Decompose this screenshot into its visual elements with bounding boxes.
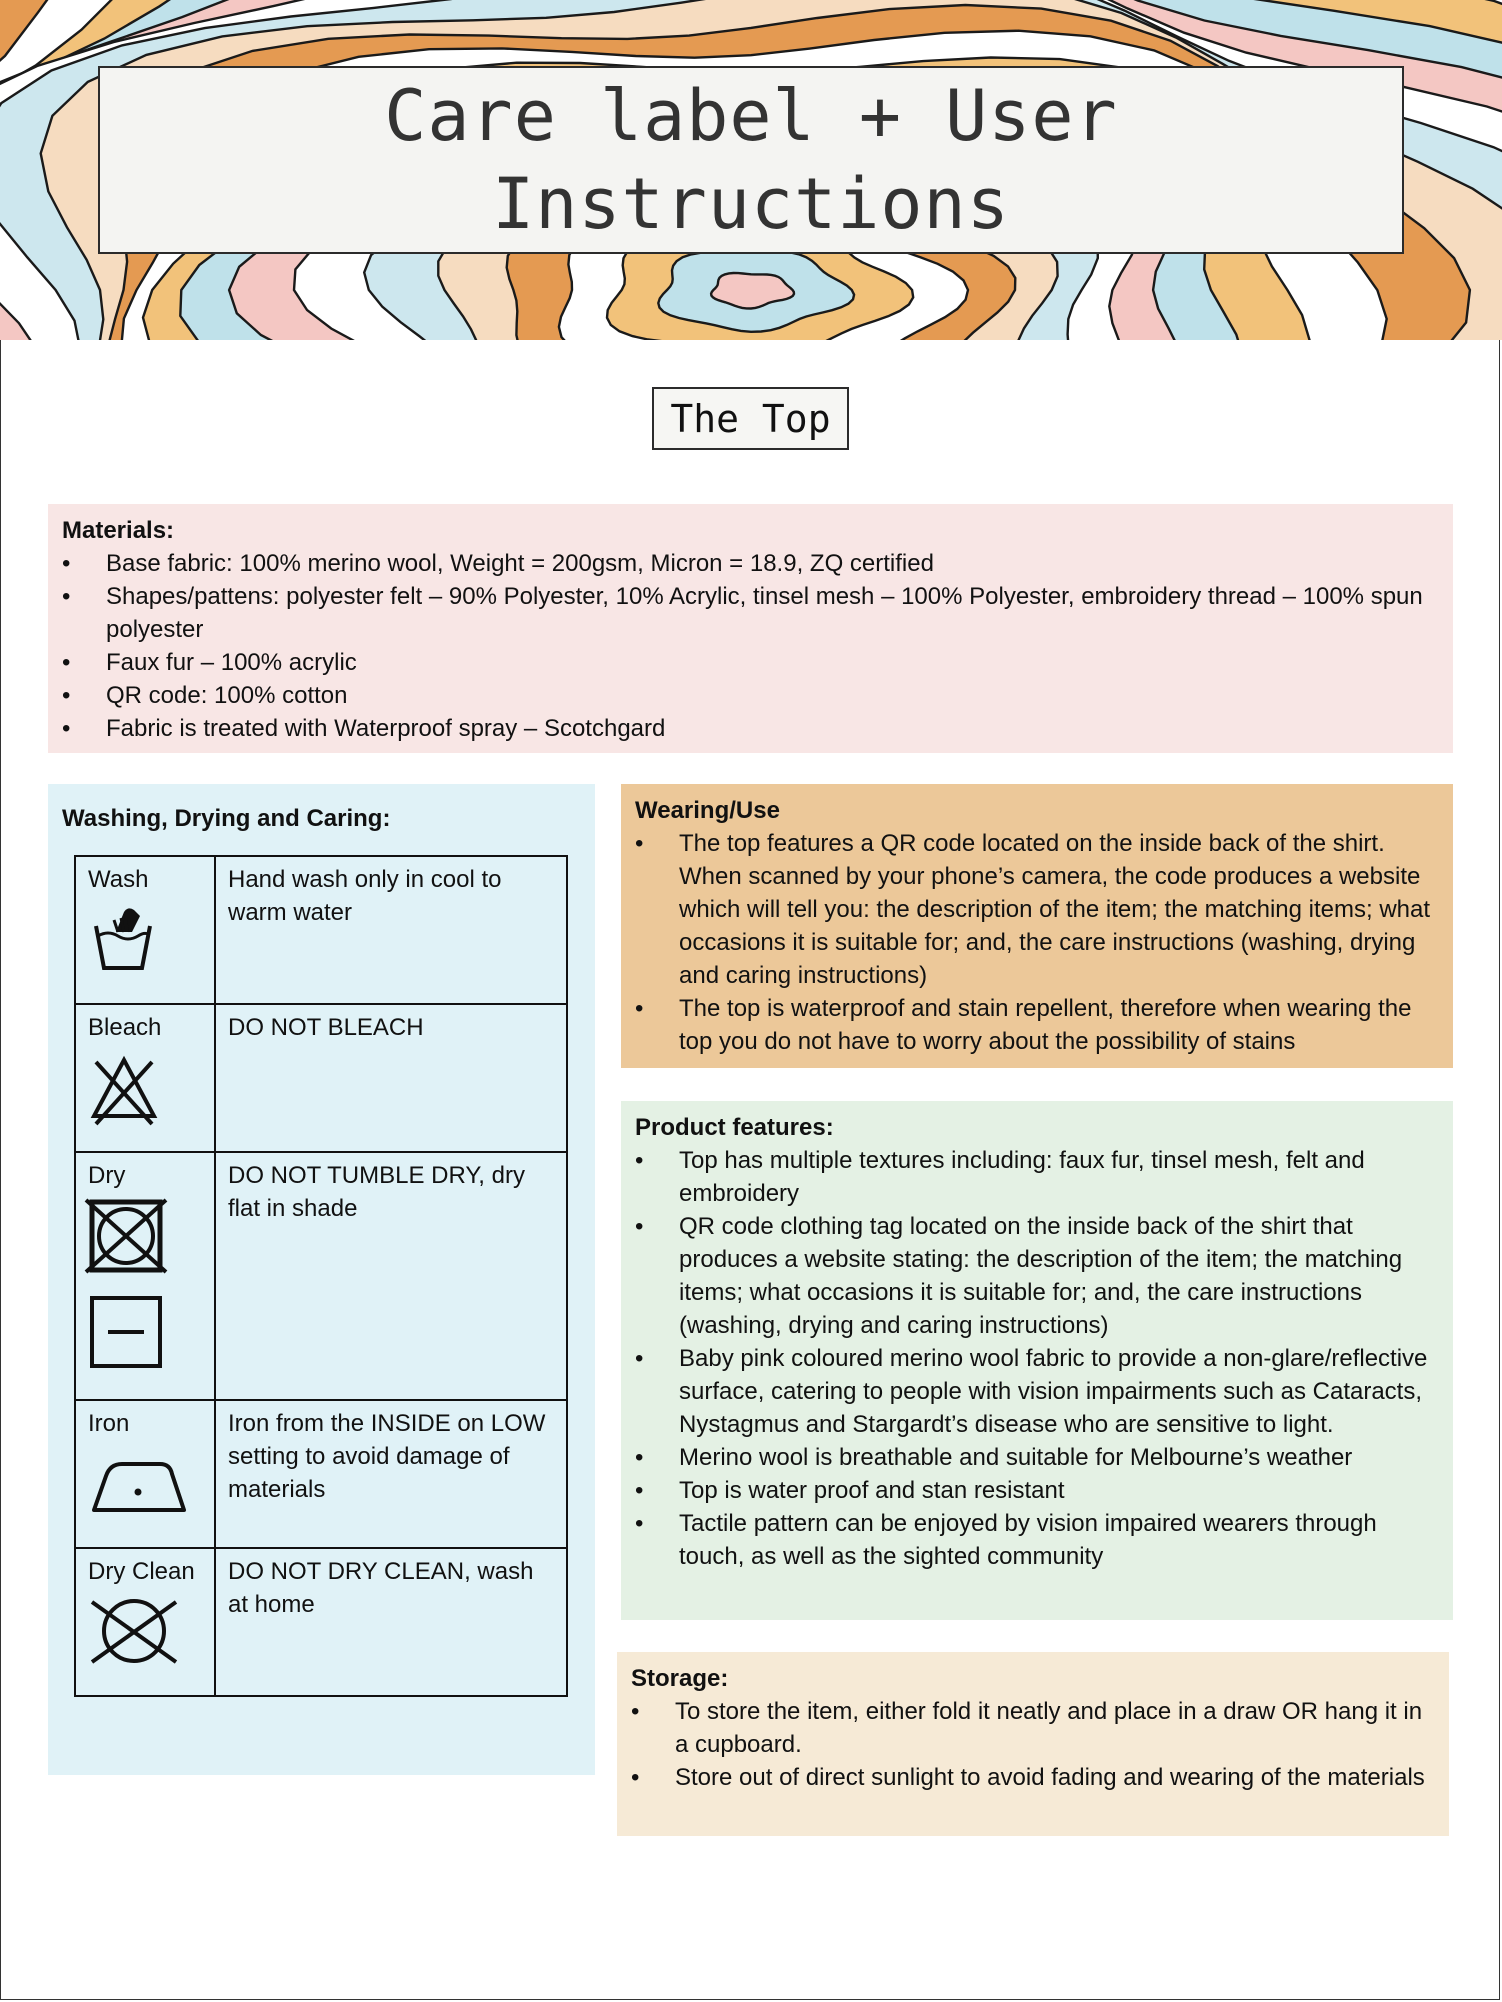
list-item: • Base fabric: 100% merino wool, Weight = 200gsm, Micron = 18.9, ZQ certified [62,547,1439,580]
storage-heading: Storage: [631,1665,729,1692]
care-row-instruction: Hand wash only in cool to warm water [215,856,567,1004]
iron-low-icon [88,1452,188,1516]
list-item: • Fabric is treated with Waterproof spray – Scotchgard [62,712,1439,745]
list-item: • Merino wool is breathable and suitable for Melbourne’s weather [635,1441,1439,1474]
list-item: • Top has multiple textures including: faux fur, tinsel mesh, felt and embroidery [635,1144,1439,1210]
list-item: • Shapes/pattens: polyester felt – 90% Polyester, 10% Acrylic, tinsel mesh – 100% Polyester, embroidery thread – 100% spun polyester [62,580,1439,646]
washing-heading: Washing, Drying and Caring: [62,805,391,832]
materials-list [62,547,1439,745]
no-tumble-dry-icon [84,1198,168,1274]
table-row [75,856,567,1004]
materials-panel [48,504,1453,753]
page-subtitle: The Top [670,396,831,441]
wearing-heading: Wearing/Use [635,797,780,824]
list-item: • QR code: 100% cotton [62,679,1439,712]
table-row [75,1152,567,1400]
materials-heading: Materials: [62,517,175,544]
features-panel [621,1101,1453,1620]
list-item: • The top features a QR code located on the inside back of the shirt. When scanned by your phone’s camera, the code produces a website which will tell you: the description of the item; the matching items; what occasions it is suitable for; and, the care instructions (washing, drying and caring instructions) [635,827,1439,992]
list-item: • Store out of direct sunlight to avoid fading and wearing of the materials [631,1761,1435,1794]
care-row-instruction: DO NOT TUMBLE DRY, dry flat in shade [215,1152,567,1400]
list-item: • The top is waterproof and stain repellent, therefore when wearing the top you do not have to worry about the possibility of stains [635,992,1439,1058]
wearing-list [635,827,1439,1058]
care-row-instruction: Iron from the INSIDE on LOW setting to avoid damage of materials [215,1400,567,1548]
subtitle-box [652,387,849,450]
care-table [74,855,568,1697]
list-item: • Top is water proof and stan resistant [635,1474,1439,1507]
storage-panel [617,1652,1449,1836]
title-box [98,66,1404,254]
care-row-label: Dry [88,1162,126,1189]
list-item: • Baby pink coloured merino wool fabric to provide a non-glare/reflective surface, catering to people with vision impairments such as Cataracts, Nystagmus and Stargardt’s disease who are sensitive to light. [635,1342,1439,1441]
features-list [635,1144,1439,1573]
dry-flat-shade-icon [88,1294,164,1370]
care-row-instruction: DO NOT DRY CLEAN, wash at home [215,1548,567,1696]
storage-list [631,1695,1435,1794]
list-item: • QR code clothing tag located on the inside back of the shirt that produces a website stating: the description of the item; the matching items; what occasions it is suitable for; and, the care instructions (washing, drying and caring instructions) [635,1210,1439,1342]
care-row-label: Wash [88,866,149,893]
list-item: • To store the item, either fold it neatly and place in a draw OR hang it in a cupboard. [631,1695,1435,1761]
hand-wash-icon [88,902,158,972]
care-row-label: Bleach [88,1014,162,1041]
table-row [75,1400,567,1548]
care-row-label: Dry Clean [88,1558,195,1585]
no-bleach-icon [88,1054,160,1126]
care-row-label: Iron [88,1410,130,1437]
table-row [75,1548,567,1696]
list-item: • Tactile pattern can be enjoyed by vision impaired wearers through touch, as well as the sighted community [635,1507,1439,1573]
care-row-instruction: DO NOT BLEACH [215,1004,567,1152]
page-title: Care label + User Instructions [384,75,1118,245]
list-item: • Faux fur – 100% acrylic [62,646,1439,679]
no-dry-clean-icon [88,1594,180,1668]
table-row [75,1004,567,1152]
features-heading: Product features: [635,1114,834,1141]
wearing-panel [621,784,1453,1068]
